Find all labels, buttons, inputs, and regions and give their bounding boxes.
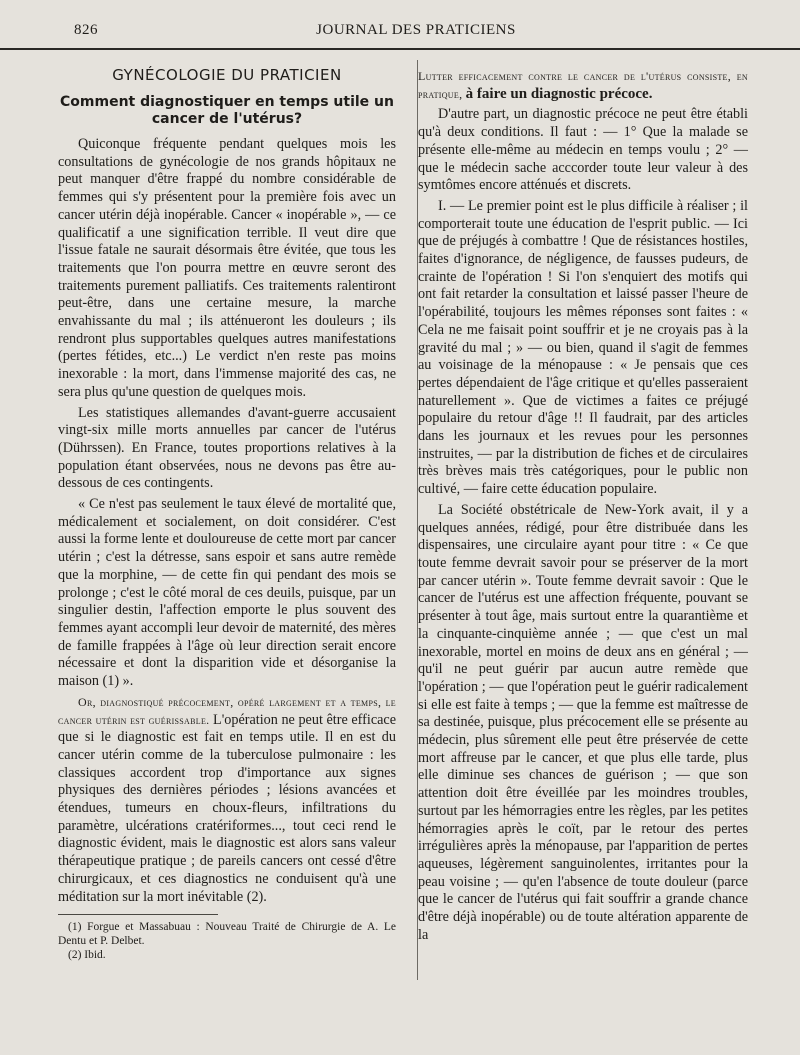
heading-lead: Lutter efficacement contre le cancer de l'utérus consiste, en pratique, bbox=[418, 69, 748, 101]
footnote: (2) Ibid. bbox=[68, 949, 106, 962]
heading-emphasis: à faire un diagnostic précoce. bbox=[465, 85, 653, 102]
footnote: (1) Forgue et Massabuau : Nouveau Traité de Chirurgie de A. Le Dentu et P. Delbet. bbox=[58, 921, 396, 948]
paragraph bbox=[58, 694, 396, 906]
paragraph: « Ce n'est pas seulement le taux élevé de mortalité que, médicalement et socialement, on doit considérer. C'est aussi la forme lente et douloureuse de cette mort par cancer utérin ; c'est la détresse, sans espoir et sans autre remède que la morphine, — de cette fin qui pendant des mois se prolonge ; c'est le côté moral de ces deuils, puisque, par un singulier destin, l'affection emporte le plus souvent des femmes ayant accompli leur devoir de maternité, des mères de famille frappées à l'âge où leur direction serait encore nécessaire et dont la disparition vide et désorganise la maison (1) ». bbox=[58, 496, 396, 690]
paragraph: La Société obstétricale de New-York avait, il y a quelques années, rédigé, pour être distribuée dans les dispensaires, une circulaire ayant pour titre : « Ce que toute femme devrait savoir pour se préserver de la mort par cancer utérin ». Toute femme devrait savoir : Que le cancer de l'utérus est une affection fréquente, pouvant se présenter à tout âge, mais surtout entre la quarantième et la cinquante-cinquième année ; — que c'est un mal inexorable, mortel en moins de deux ans en général ; — qu'il ne peut guérir par aucun autre remède que l'opération ; — que l'opération peut le guérir radicalement si elle est faite à temps ; — que la femme est maîtresse de sa destinée, puisque, plus précocement elle se présente au médecin, plus sûrement elle peut être préservée de cette mort affreuse par le cancer, et que plus elle tarde, plus elle diminue ses chances de guérison ; — que son attention doit être éveillée par les moindres troubles, surtout par les hémorragies entre les règles, par les petites hémorragies après le coït, par le retour des pertes irrégulières après la ménopause, par l'apparition de pertes aqueuses, légèrement sanguinolentes, irritantes pour la peau voisine ; — qu'en l'absence de toute douleur (parce que le cancer de l'utérus qui fait souffrir a grande chance d'être déjà inopérable) ou de toute altération apparente de la bbox=[418, 501, 748, 943]
page-number: 826 bbox=[74, 22, 98, 38]
paragraph: I. — Le premier point est le plus difficile à réaliser ; il comporterait toute une éducation de l'esprit public. — Ici que de préjugés à combattre ! Que de résistances hostiles, faites d'ignorance, de négligence, de fausses pudeurs, de crainte de l'opération ! Si l'on s'enquiert des motifs qui ont fait retarder la consultation et laissé passer l'heure de l'opérabilité, toujours les mêmes réponses sont faites : « Cela ne me faisait point souffrir et je ne croyais pas à la gravité du mal ; » — ou bien, quand il s'agit de femmes au voisinage de la ménopause : « Je pensais que ces pertes dépendaient de l'âge critique et qu'elles passeraient naturellement ». Que de victimes a faites ce préjugé populaire du retour d'âge !! Il faudrait, par des articles dans les journaux et les revues pour les personnes instruites, — par la distribution de fiches et de circulaires très brèves mais très catégoriques, pour le public non cultivé, — faire cette éducation populaire. bbox=[418, 197, 748, 498]
header-rule bbox=[0, 48, 800, 50]
paragraph: Les statistiques allemandes d'avant-guerre accusaient vingt-six mille morts annuelles par cancer de l'utérus (Dührssen). En France, toutes proportions relatives à la population étant observées, nous ne devons pas être au-dessous de ces contingents. bbox=[58, 404, 396, 492]
left-column bbox=[58, 60, 396, 962]
section-title: GYNÉCOLOGIE DU PRATICIEN bbox=[112, 66, 342, 84]
journal-title: JOURNAL DES PRATICIENS bbox=[316, 22, 516, 38]
paragraph-lead: Or, diagnostiqué précocement, opéré largement et a temps, le cancer utérin est guérissable. bbox=[58, 694, 396, 727]
footnote-rule bbox=[58, 914, 218, 915]
paragraph: Quiconque fréquente pendant quelques mois les consultations de gynécologie de nos grands hôpitaux ne peut manquer d'être frappé du nombre considérable de femmes qui s'y présentent pour la première fois avec un cancer utérin déjà inopérable. Cancer « inopérable », — ce qualificatif a une signification terrible. Il veut dire que l'issue fatale ne saurait désormais être évitée, que tous les traitements que l'on pourra mettre en œuvre seront des traitements purement palliatifs. Ces traitements ralentiront peut-être, dans une certaine mesure, la marche envahissante du mal ; ils atténueront les douleurs ; ils rendront plus supportables quelques autres manifestations (pertes fétides, etc...) Le verdict n'en reste pas moins inexorable : la mort, dans l'immense majorité des cas, ne sera plus qu'une question de quelques mois. bbox=[58, 136, 396, 400]
subsection-heading bbox=[418, 68, 748, 103]
running-head bbox=[58, 18, 774, 42]
article-title: Comment diagnostiquer en temps utile un cancer de l'utérus? bbox=[60, 94, 394, 127]
paragraph: D'autre part, un diagnostic précoce ne peut être établi qu'à deux conditions. Il faut : — 1° Que la malade se présente elle-même au médecin en temps voulu ; 2° — que le médecin sache acccorder toute leur valeur à des symtômes encore atténués et discrets. bbox=[418, 106, 748, 194]
article-columns bbox=[58, 60, 774, 962]
paragraph-body: L'opération ne peut être efficace que si le diagnostic est fait en temps utile. Il en est du cancer utérin comme de la tuberculose pulmonaire : les classiques accordent trop d'importance aux signes physiques des dernières périodes ; lésions avancées et étendues, tumeurs en choux-fleurs, infiltrations du paramètre, ulcérations cratériformes..., tout ceci rend le diagnostic évident, mais le diagnostic est alors sans valeur thérapeutique pratique ; de pareils cancers ont cessé d'être chirurgicaux, et ces diagnostics ne conduisent qu'à une méditation sur la mort inévitable (2). bbox=[58, 711, 397, 905]
right-column bbox=[418, 60, 748, 962]
